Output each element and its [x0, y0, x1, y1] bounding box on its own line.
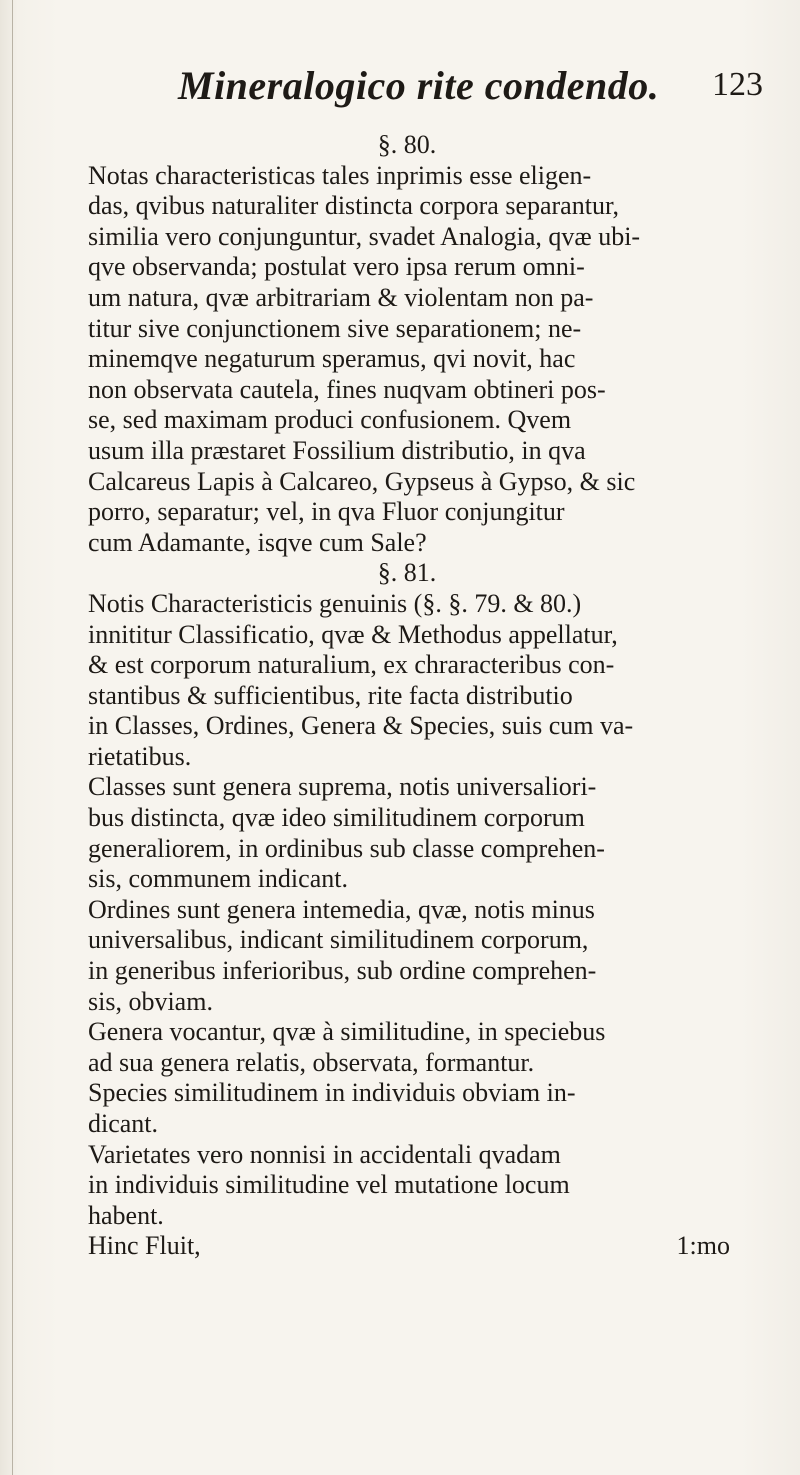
text-line: stantibus & sufficientibus, rite facta distributio	[88, 680, 573, 710]
running-title: Mineralogico rite condendo.	[178, 63, 660, 108]
text-line: universalibus, indicant similitudinem corporum,	[88, 925, 589, 955]
definition-classes	[64, 772, 750, 894]
text-line: qve observanda; postulat vero ipsa rerum omni-	[88, 252, 585, 282]
body-text	[64, 130, 750, 1262]
text-line: & est corporum naturalium, ex chraracteribus con-	[88, 650, 615, 680]
text-line: cum Adamante, isqve cum Sale?	[88, 527, 427, 557]
text-line: se, sed maximam produci confusionem. Qvem	[88, 405, 572, 435]
paragraph-81	[64, 589, 750, 773]
page-number: 123	[712, 66, 763, 103]
binding-edge	[12, 0, 13, 1475]
text-line: sis, obviam.	[88, 986, 213, 1016]
definition-species	[64, 1078, 750, 1139]
text-line: in generibus inferioribus, sub ordine comprehen-	[88, 956, 597, 986]
definition-genera	[64, 1017, 750, 1078]
text-line: Classes sunt genera suprema, notis universaliori-	[88, 772, 597, 802]
text-line: rietatibus.	[88, 741, 192, 771]
text-line: Ordines sunt genera intemedia, qvæ, notis minus	[88, 894, 595, 924]
text-line: generaliorem, in ordinibus sub classe comprehen-	[88, 833, 605, 863]
text-line: minemqve negaturum speramus, qvi novit, hac	[88, 344, 576, 374]
text-line: dicant.	[88, 1109, 159, 1138]
text-line: usum illa præstaret Fossilium distributio, in qva	[88, 435, 586, 465]
text-line: Species similitudinem in individuis obviam in-	[88, 1078, 576, 1108]
text-line: Genera vocantur, qvæ à similitudine, in speciebus	[88, 1017, 606, 1047]
page-footer-line	[64, 1231, 750, 1262]
text-line: bus distincta, qvæ ideo similitudinem corporum	[88, 803, 585, 833]
text-line: non observata cautela, fines nuqvam obtineri pos-	[88, 374, 606, 404]
text-line: ad sua genera relatis, observata, formantur.	[88, 1047, 535, 1077]
section-heading-80: §. 80.	[377, 130, 437, 159]
text-line: in Classes, Ordines, Genera & Species, suis cum va-	[88, 711, 634, 741]
text-line: titur sive conjunctionem sive separationem; ne-	[88, 313, 582, 343]
definition-ordines	[64, 895, 750, 1017]
section-heading-81: §. 81.	[377, 558, 437, 588]
text-line: Calcareus Lapis à Calcareo, Gypseus à Gypso, & sic	[88, 466, 636, 496]
text-line: porro, separatur; vel, in qva Fluor conjungitur	[88, 497, 565, 527]
text-line: innititur Classificatio, qvæ & Methodus appellatur,	[88, 619, 618, 649]
text-line: um natura, qvæ arbitrariam & violentam non pa-	[88, 282, 594, 312]
text-line: Notas characteristicas tales inprimis esse eligen-	[88, 160, 592, 190]
text-line: in individuis similitudine vel mutatione locum	[88, 1170, 570, 1200]
page-header	[0, 62, 800, 112]
footer-text: Hinc Fluit,	[88, 1231, 201, 1261]
text-line: das, qvibus naturaliter distincta corpora separantur,	[88, 191, 620, 221]
text-line: habent.	[88, 1200, 164, 1230]
definition-varietates	[64, 1140, 750, 1232]
text-line: Varietates vero nonnisi in accidentali qvadam	[88, 1139, 561, 1169]
text-line: similia vero conjunguntur, svadet Analogia, qvæ ubi-	[88, 221, 641, 251]
text-line: sis, communem indicant.	[88, 864, 348, 894]
text-line: Notis Characteristicis genuinis (§. §. 79. & 80.)	[88, 588, 582, 618]
paragraph-80	[64, 161, 750, 559]
catchword: 1:mo	[676, 1231, 730, 1261]
